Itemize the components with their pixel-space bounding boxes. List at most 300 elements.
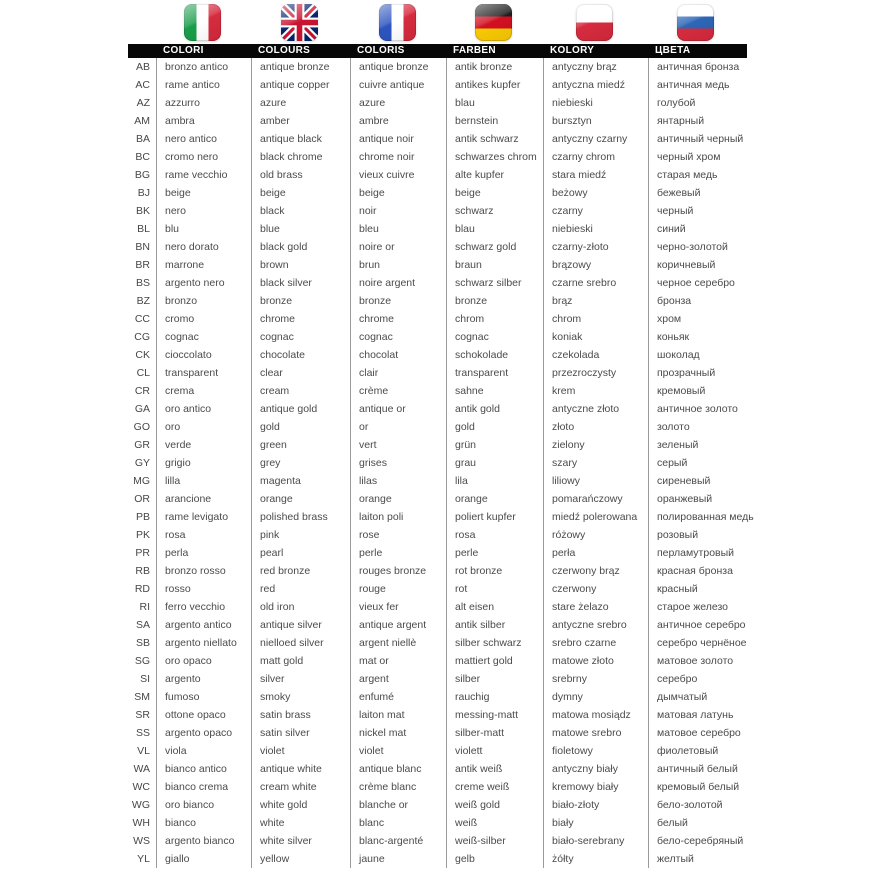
cell-code: RB bbox=[135, 565, 150, 577]
cell-en: yellow bbox=[251, 850, 350, 868]
cell-de: transparent bbox=[446, 364, 543, 382]
cell-code: BC bbox=[135, 151, 150, 163]
cell-fr: orange bbox=[350, 490, 446, 508]
cell-pl: stara miedź bbox=[543, 166, 648, 184]
cell-de: orange bbox=[446, 490, 543, 508]
cell-pl: liliowy bbox=[543, 472, 648, 490]
table-row bbox=[128, 76, 747, 94]
table-row bbox=[128, 256, 747, 274]
cell-de: braun bbox=[446, 256, 543, 274]
cell-pl: brązowy bbox=[543, 256, 648, 274]
cell-en: cognac bbox=[251, 328, 350, 346]
table-row bbox=[128, 814, 747, 832]
cell-fr: ambre bbox=[350, 112, 446, 130]
cell-ru: черный bbox=[648, 202, 747, 220]
cell-en: nielloed silver bbox=[251, 634, 350, 652]
color-table bbox=[128, 0, 754, 868]
table-row bbox=[128, 328, 747, 346]
cell-fr: bronze bbox=[350, 292, 446, 310]
cell-pl: czarne srebro bbox=[543, 274, 648, 292]
cell-en: cream white bbox=[251, 778, 350, 796]
cell-fr: argent niellè bbox=[350, 634, 446, 652]
cell-en: antique gold bbox=[251, 400, 350, 418]
cell-fr: noire argent bbox=[350, 274, 446, 292]
cell-ru: золото bbox=[648, 418, 747, 436]
flags-row bbox=[128, 0, 747, 44]
cell-ru: белый bbox=[648, 814, 747, 832]
cell-de: antikes kupfer bbox=[446, 76, 543, 94]
cell-ru: перламутровый bbox=[648, 544, 747, 562]
cell-fr: brun bbox=[350, 256, 446, 274]
cell-en: chocolate bbox=[251, 346, 350, 364]
cell-it: nero dorato bbox=[156, 238, 251, 256]
cell-it: argento bbox=[156, 670, 251, 688]
cell-code: WS bbox=[133, 835, 150, 847]
table-row bbox=[128, 598, 747, 616]
cell-it: bianco antico bbox=[156, 760, 251, 778]
cell-fr: lilas bbox=[350, 472, 446, 490]
cell-de: grün bbox=[446, 436, 543, 454]
cell-de: mattiert gold bbox=[446, 652, 543, 670]
cell-de: blau bbox=[446, 94, 543, 112]
cell-de: schwarz bbox=[446, 202, 543, 220]
table-row bbox=[128, 418, 747, 436]
cell-en: black chrome bbox=[251, 148, 350, 166]
cell-ru: оранжевый bbox=[648, 490, 747, 508]
header-cveta: ЦВЕТА bbox=[655, 45, 691, 56]
cell-code: RD bbox=[134, 583, 150, 595]
cell-en: pink bbox=[251, 526, 350, 544]
cell-pl: czerwony brąz bbox=[543, 562, 648, 580]
header-farben: FARBEN bbox=[453, 45, 496, 56]
cell-fr: noire or bbox=[350, 238, 446, 256]
cell-it: oro opaco bbox=[156, 652, 251, 670]
cell-de: gold bbox=[446, 418, 543, 436]
table-row bbox=[128, 742, 747, 760]
cell-pl: krem bbox=[543, 382, 648, 400]
cell-it: nero antico bbox=[156, 130, 251, 148]
cell-pl: matowe złoto bbox=[543, 652, 648, 670]
cell-pl: różowy bbox=[543, 526, 648, 544]
cell-en: orange bbox=[251, 490, 350, 508]
cell-it: beige bbox=[156, 184, 251, 202]
cell-code: GR bbox=[134, 439, 150, 451]
cell-it: rosa bbox=[156, 526, 251, 544]
cell-de: rot bronze bbox=[446, 562, 543, 580]
cell-code: YL bbox=[137, 853, 150, 865]
cell-it: cromo nero bbox=[156, 148, 251, 166]
cell-fr: bleu bbox=[350, 220, 446, 238]
cell-ru: красная бронза bbox=[648, 562, 747, 580]
cell-code: SM bbox=[134, 691, 150, 703]
cell-pl: niebieski bbox=[543, 94, 648, 112]
cell-fr: nickel mat bbox=[350, 724, 446, 742]
cell-de: silber schwarz bbox=[446, 634, 543, 652]
cell-fr: cognac bbox=[350, 328, 446, 346]
cell-de: rosa bbox=[446, 526, 543, 544]
cell-fr: violet bbox=[350, 742, 446, 760]
cell-pl: biały bbox=[543, 814, 648, 832]
cell-de: creme weiß bbox=[446, 778, 543, 796]
cell-ru: серый bbox=[648, 454, 747, 472]
cell-it: bronzo rosso bbox=[156, 562, 251, 580]
header-colours: COLOURS bbox=[258, 45, 311, 56]
cell-fr: blanc bbox=[350, 814, 446, 832]
cell-fr: chrome noir bbox=[350, 148, 446, 166]
cell-de: bronze bbox=[446, 292, 543, 310]
cell-it: ferro vecchio bbox=[156, 598, 251, 616]
cell-de: antik bronze bbox=[446, 58, 543, 76]
cell-pl: antyczne złoto bbox=[543, 400, 648, 418]
cell-fr: noir bbox=[350, 202, 446, 220]
cell-ru: коньяк bbox=[648, 328, 747, 346]
table-row bbox=[128, 400, 747, 418]
cell-it: bronzo bbox=[156, 292, 251, 310]
cell-en: blue bbox=[251, 220, 350, 238]
table-row bbox=[128, 166, 747, 184]
cell-code: RI bbox=[139, 601, 150, 613]
cell-ru: прозрачный bbox=[648, 364, 747, 382]
cell-pl: antyczna miedź bbox=[543, 76, 648, 94]
cell-pl: beżowy bbox=[543, 184, 648, 202]
cell-de: poliert kupfer bbox=[446, 508, 543, 526]
cell-it: marrone bbox=[156, 256, 251, 274]
cell-it: azzurro bbox=[156, 94, 251, 112]
cell-fr: laiton poli bbox=[350, 508, 446, 526]
cell-code: BS bbox=[135, 277, 150, 289]
cell-en: matt gold bbox=[251, 652, 350, 670]
cell-en: beige bbox=[251, 184, 350, 202]
cell-ru: античная бронза bbox=[648, 58, 747, 76]
cell-code: BR bbox=[135, 259, 150, 271]
cell-pl: czarny bbox=[543, 202, 648, 220]
cell-it: cromo bbox=[156, 310, 251, 328]
cell-ru: старое железо bbox=[648, 598, 747, 616]
header-kolory: KOLORY bbox=[550, 45, 595, 56]
cell-ru: хром bbox=[648, 310, 747, 328]
cell-it: lilla bbox=[156, 472, 251, 490]
cell-code: GA bbox=[134, 403, 150, 415]
cell-pl: antyczny biały bbox=[543, 760, 648, 778]
cell-ru: античное золото bbox=[648, 400, 747, 418]
cell-en: amber bbox=[251, 112, 350, 130]
cell-de: rauchig bbox=[446, 688, 543, 706]
uk-flag-icon bbox=[281, 4, 318, 41]
table-row bbox=[128, 778, 747, 796]
cell-en: white gold bbox=[251, 796, 350, 814]
cell-code: CK bbox=[135, 349, 150, 361]
cell-en: clear bbox=[251, 364, 350, 382]
cell-pl: chrom bbox=[543, 310, 648, 328]
cell-it: ambra bbox=[156, 112, 251, 130]
cell-code: BG bbox=[134, 169, 150, 181]
cell-it: transparent bbox=[156, 364, 251, 382]
cell-fr: beige bbox=[350, 184, 446, 202]
table-row bbox=[128, 490, 747, 508]
cell-pl: antyczne srebro bbox=[543, 616, 648, 634]
cell-code: PK bbox=[135, 529, 150, 541]
cell-code: SB bbox=[135, 637, 150, 649]
cell-en: black silver bbox=[251, 274, 350, 292]
cell-pl: kremowy biały bbox=[543, 778, 648, 796]
cell-en: red bronze bbox=[251, 562, 350, 580]
cell-en: pearl bbox=[251, 544, 350, 562]
cell-de: antik silber bbox=[446, 616, 543, 634]
cell-fr: chrome bbox=[350, 310, 446, 328]
cell-en: polished brass bbox=[251, 508, 350, 526]
cell-it: giallo bbox=[156, 850, 251, 868]
cell-fr: or bbox=[350, 418, 446, 436]
cell-en: brown bbox=[251, 256, 350, 274]
cell-code: BZ bbox=[136, 295, 150, 307]
cell-ru: античная медь bbox=[648, 76, 747, 94]
cell-fr: antique noir bbox=[350, 130, 446, 148]
cell-fr: crème bbox=[350, 382, 446, 400]
cell-pl: miedź polerowana bbox=[543, 508, 648, 526]
cell-code: CR bbox=[134, 385, 150, 397]
cell-de: schwarzes chrom bbox=[446, 148, 543, 166]
header-colori: COLORI bbox=[163, 45, 204, 56]
cell-ru: коричневый bbox=[648, 256, 747, 274]
cell-en: antique copper bbox=[251, 76, 350, 94]
table-header-bar bbox=[128, 44, 747, 58]
cell-fr: chocolat bbox=[350, 346, 446, 364]
table-row bbox=[128, 364, 747, 382]
cell-fr: rose bbox=[350, 526, 446, 544]
cell-it: argento bianco bbox=[156, 832, 251, 850]
cell-en: old iron bbox=[251, 598, 350, 616]
cell-fr: mat or bbox=[350, 652, 446, 670]
table-row bbox=[128, 112, 747, 130]
cell-de: bernstein bbox=[446, 112, 543, 130]
cell-en: red bbox=[251, 580, 350, 598]
cell-pl: srebrny bbox=[543, 670, 648, 688]
table-row bbox=[128, 616, 747, 634]
cell-en: smoky bbox=[251, 688, 350, 706]
cell-pl: czarny-złoto bbox=[543, 238, 648, 256]
cell-ru: бронза bbox=[648, 292, 747, 310]
cell-fr: perle bbox=[350, 544, 446, 562]
table-row bbox=[128, 562, 747, 580]
table-row bbox=[128, 526, 747, 544]
cell-en: black bbox=[251, 202, 350, 220]
cell-code: CL bbox=[136, 367, 150, 379]
table-row bbox=[128, 94, 747, 112]
cell-pl: brąz bbox=[543, 292, 648, 310]
cell-ru: античное серебро bbox=[648, 616, 747, 634]
cell-ru: бело-золотой bbox=[648, 796, 747, 814]
cell-fr: cuivre antique bbox=[350, 76, 446, 94]
cell-ru: матовое серебро bbox=[648, 724, 747, 742]
cell-pl: czekolada bbox=[543, 346, 648, 364]
table-row bbox=[128, 670, 747, 688]
cell-pl: pomarańczowy bbox=[543, 490, 648, 508]
cell-code: SG bbox=[134, 655, 150, 667]
cell-it: grigio bbox=[156, 454, 251, 472]
cell-code: AC bbox=[135, 79, 150, 91]
cell-en: gold bbox=[251, 418, 350, 436]
table-row bbox=[128, 454, 747, 472]
cell-ru: серебро bbox=[648, 670, 747, 688]
table-row bbox=[128, 220, 747, 238]
cell-ru: бежевый bbox=[648, 184, 747, 202]
cell-de: silber-matt bbox=[446, 724, 543, 742]
cell-de: grau bbox=[446, 454, 543, 472]
cell-de: chrom bbox=[446, 310, 543, 328]
cell-it: argento nero bbox=[156, 274, 251, 292]
cell-pl: czerwony bbox=[543, 580, 648, 598]
cell-it: crema bbox=[156, 382, 251, 400]
russia-flag-icon bbox=[677, 4, 714, 41]
cell-code: CG bbox=[134, 331, 150, 343]
cell-code: BN bbox=[135, 241, 150, 253]
table-row bbox=[128, 508, 754, 526]
table-row bbox=[128, 580, 747, 598]
cell-pl: fioletowy bbox=[543, 742, 648, 760]
cell-en: antique black bbox=[251, 130, 350, 148]
table-row bbox=[128, 850, 747, 868]
cell-en: white bbox=[251, 814, 350, 832]
table-row bbox=[128, 238, 747, 256]
cell-code: SR bbox=[135, 709, 150, 721]
cell-en: white silver bbox=[251, 832, 350, 850]
table-body bbox=[128, 58, 754, 868]
cell-it: oro bianco bbox=[156, 796, 251, 814]
cell-ru: античный белый bbox=[648, 760, 747, 778]
cell-it: rame antico bbox=[156, 76, 251, 94]
cell-code: SI bbox=[140, 673, 150, 685]
cell-it: cioccolato bbox=[156, 346, 251, 364]
cell-ru: шоколад bbox=[648, 346, 747, 364]
cell-de: alte kupfer bbox=[446, 166, 543, 184]
cell-de: weiß-silber bbox=[446, 832, 543, 850]
cell-code: VL bbox=[137, 745, 150, 757]
cell-en: bronze bbox=[251, 292, 350, 310]
cell-pl: zielony bbox=[543, 436, 648, 454]
cell-ru: голубой bbox=[648, 94, 747, 112]
cell-pl: stare żelazo bbox=[543, 598, 648, 616]
cell-code: PB bbox=[135, 511, 150, 523]
cell-it: blu bbox=[156, 220, 251, 238]
cell-en: old brass bbox=[251, 166, 350, 184]
cell-ru: серебро чернёное bbox=[648, 634, 747, 652]
table-row bbox=[128, 292, 747, 310]
cell-ru: синий bbox=[648, 220, 747, 238]
cell-it: fumoso bbox=[156, 688, 251, 706]
table-row bbox=[128, 724, 747, 742]
cell-ru: черный хром bbox=[648, 148, 747, 166]
cell-de: schokolade bbox=[446, 346, 543, 364]
cell-fr: jaune bbox=[350, 850, 446, 868]
cell-ru: дымчатый bbox=[648, 688, 747, 706]
cell-de: rot bbox=[446, 580, 543, 598]
table-row bbox=[128, 184, 747, 202]
cell-it: bianco crema bbox=[156, 778, 251, 796]
cell-ru: кремовый белый bbox=[648, 778, 747, 796]
cell-de: violett bbox=[446, 742, 543, 760]
cell-code: PR bbox=[135, 547, 150, 559]
cell-fr: vert bbox=[350, 436, 446, 454]
cell-pl: antyczny czarny bbox=[543, 130, 648, 148]
cell-it: perla bbox=[156, 544, 251, 562]
table-row bbox=[128, 130, 747, 148]
cell-it: rame levigato bbox=[156, 508, 251, 526]
cell-pl: przezroczysty bbox=[543, 364, 648, 382]
cell-code: MG bbox=[133, 475, 150, 487]
cell-it: verde bbox=[156, 436, 251, 454]
cell-pl: koniak bbox=[543, 328, 648, 346]
cell-ru: сиреневый bbox=[648, 472, 747, 490]
cell-de: weiß bbox=[446, 814, 543, 832]
cell-fr: crème blanc bbox=[350, 778, 446, 796]
cell-ru: фиолетовый bbox=[648, 742, 747, 760]
cell-pl: matowa mosiądz bbox=[543, 706, 648, 724]
cell-pl: czarny chrom bbox=[543, 148, 648, 166]
cell-it: bianco bbox=[156, 814, 251, 832]
cell-code: BK bbox=[135, 205, 150, 217]
cell-en: magenta bbox=[251, 472, 350, 490]
cell-de: weiß gold bbox=[446, 796, 543, 814]
cell-ru: матовое золото bbox=[648, 652, 747, 670]
cell-en: violet bbox=[251, 742, 350, 760]
cell-de: antik weiß bbox=[446, 760, 543, 778]
cell-en: antique bronze bbox=[251, 58, 350, 76]
table-row bbox=[128, 634, 747, 652]
cell-de: schwarz gold bbox=[446, 238, 543, 256]
cell-ru: красный bbox=[648, 580, 747, 598]
cell-it: rame vecchio bbox=[156, 166, 251, 184]
cell-en: grey bbox=[251, 454, 350, 472]
cell-en: antique white bbox=[251, 760, 350, 778]
cell-code: WH bbox=[132, 817, 150, 829]
cell-en: azure bbox=[251, 94, 350, 112]
cell-it: oro antico bbox=[156, 400, 251, 418]
cell-fr: rouges bronze bbox=[350, 562, 446, 580]
cell-fr: blanc-argenté bbox=[350, 832, 446, 850]
table-row bbox=[128, 436, 747, 454]
cell-code: AZ bbox=[136, 97, 150, 109]
table-row bbox=[128, 652, 747, 670]
cell-code: OR bbox=[134, 493, 150, 505]
cell-ru: розовый bbox=[648, 526, 747, 544]
italy-flag-icon bbox=[184, 4, 221, 41]
cell-ru: желтый bbox=[648, 850, 747, 868]
cell-pl: złoto bbox=[543, 418, 648, 436]
cell-it: ottone opaco bbox=[156, 706, 251, 724]
cell-it: argento opaco bbox=[156, 724, 251, 742]
cell-de: lila bbox=[446, 472, 543, 490]
cell-ru: бело-серебряный bbox=[648, 832, 747, 850]
cell-pl: żółty bbox=[543, 850, 648, 868]
table-row bbox=[128, 472, 747, 490]
cell-de: antik gold bbox=[446, 400, 543, 418]
cell-fr: vieux fer bbox=[350, 598, 446, 616]
table-row bbox=[128, 796, 747, 814]
cell-de: silber bbox=[446, 670, 543, 688]
cell-ru: полированная медь bbox=[648, 508, 747, 526]
cell-code: BJ bbox=[137, 187, 150, 199]
table-row bbox=[128, 544, 747, 562]
table-row bbox=[128, 706, 747, 724]
cell-en: antique silver bbox=[251, 616, 350, 634]
cell-ru: черное серебро bbox=[648, 274, 747, 292]
cell-fr: enfumé bbox=[350, 688, 446, 706]
cell-de: beige bbox=[446, 184, 543, 202]
table-row bbox=[128, 382, 747, 400]
cell-it: oro bbox=[156, 418, 251, 436]
table-row bbox=[128, 310, 747, 328]
header-code-column bbox=[128, 44, 156, 58]
